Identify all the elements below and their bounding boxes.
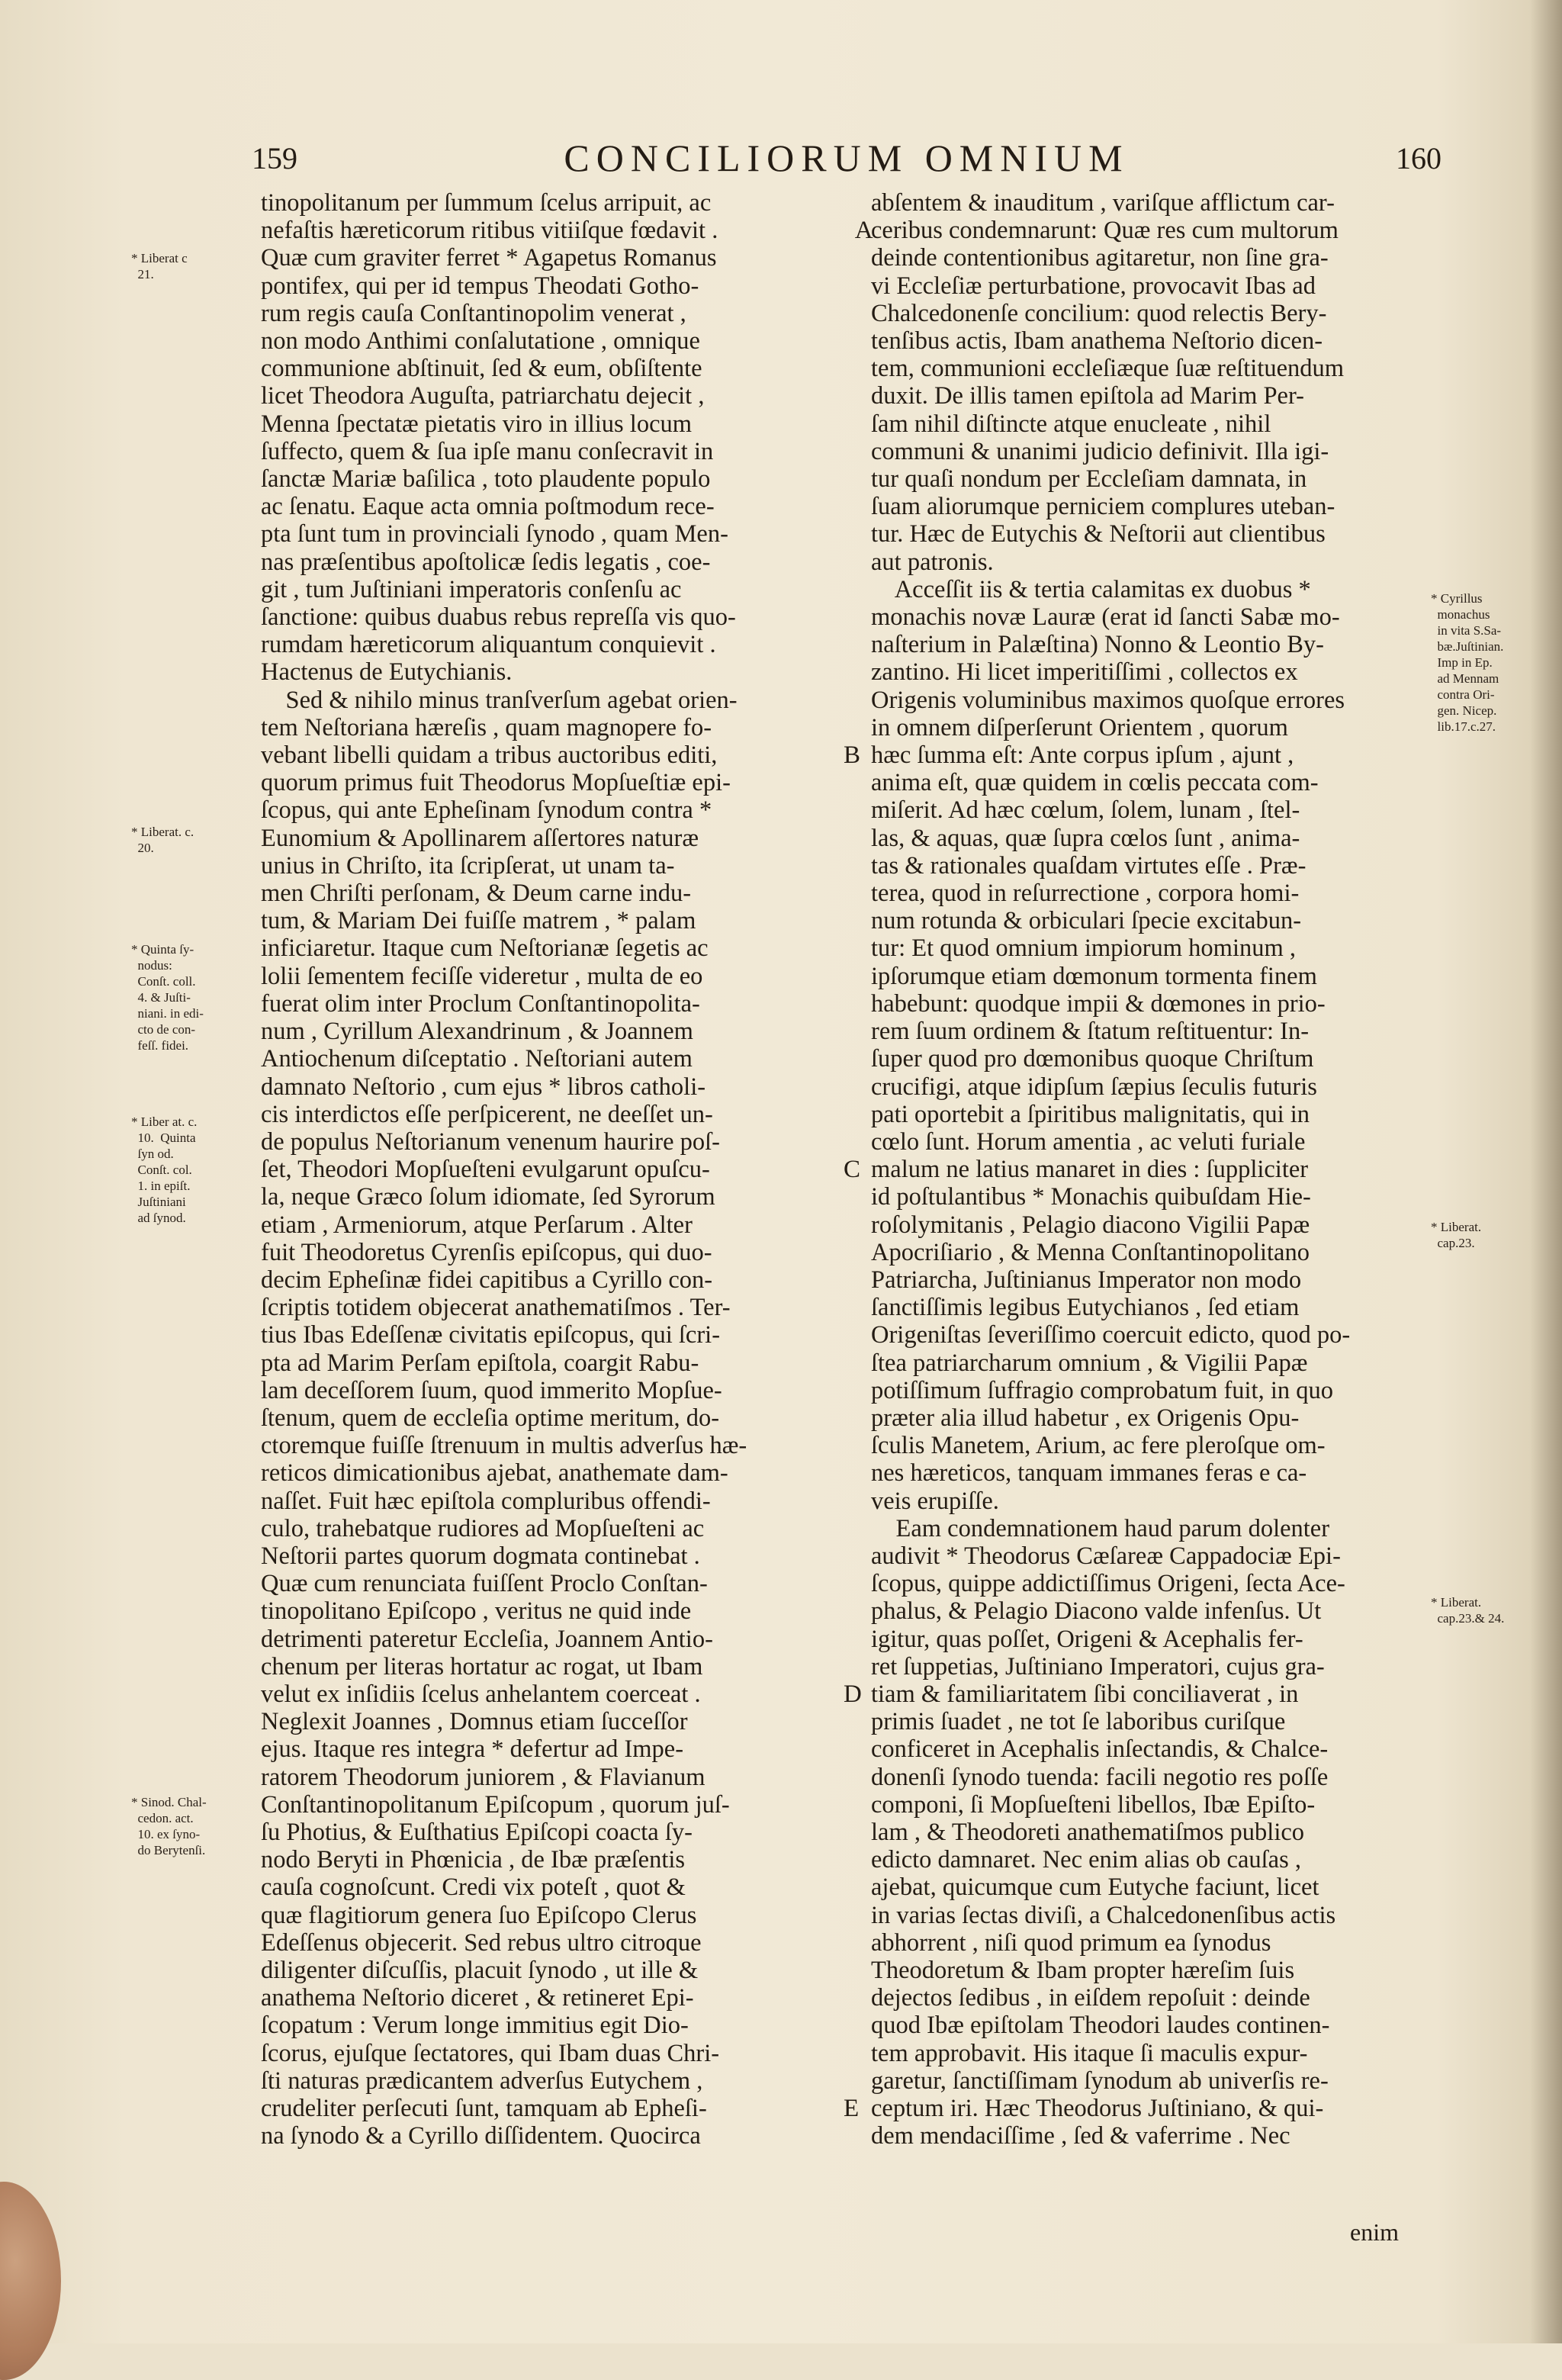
margin-note-right-2: * Liberat. cap.23.	[1431, 1220, 1482, 1250]
section-letter-d: D	[844, 1680, 862, 1708]
margin-note-left-1: * Liberat c 21.	[131, 251, 188, 281]
margin-note-left-2: * Liberat. c. 20.	[131, 825, 194, 855]
catchword: enim	[1350, 2218, 1399, 2246]
margin-note-right-3: * Liberat. cap.23.& 24.	[1431, 1595, 1505, 1626]
left-column-text: tinopolitanum per ſummum ſcelus arripuit, ac nefaſtis hæreticorum ritibus vitiiſque fœdavit . Quæ cum graviter ferret * Agapetus Romanus pontifex, qui per id tempus Theodati Gotho- rum regis cauſa Conſtantinopolim venerat , non modo Anthimi conſalutatione , omnique communione abſtinuit, ſed & eum, obſiſtente licet Theodora Auguſta, patriarchatu dejecit , Menna ſpectatæ pietatis viro in illius locum ſuffecto, quem & ſua ipſe manu conſecravit in ſanctæ Mariæ baſilica , toto plaudente populo ac ſenatu. Eaque acta omnia poſtmodum rece- pta ſunt tum in provinciali ſynodo , quam Men- nas præſentibus apoſtolicæ ſedis legatis , coe- git , tum Juſtiniani imperatoris conſenſu ac ſanctione: quibus duabus rebus repreſſa vis quo- rumdam hæreticorum aliquantum conquievit . Hactenus de Eutychianis. Sed & nihilo minus tranſverſum agebat orien- tem Neſtoriana hæreſis , quam magnopere fo- vebant libelli quidam a tribus auctoribus editi, quorum primus fuit Theodorus Mopſueſtiæ epi- ſcopus, qui ante Epheſinam ſynodum contra * Eunomium & Apollinarem aſſertores naturæ unius in Chriſto, ita ſcripſerat, ut unam ta- men Chriſti perſonam, & Deum carne indu- tum, & Mariam Dei fuiſſe matrem , * palam inficiaretur. Itaque cum Neſtorianæ ſegetis ac lolii ſementem feciſſe videretur , multa de eo fuerat olim inter Proclum Conſtantinopolita- num , Cyrillum Alexandrinum , & Joannem Antiochenum diſceptatio . Neſtoriani autem damnato Neſtorio , cum ejus * libros catholi- cis interdictos eſſe perſpicerent, ne deeſſet un- de populus Neſtorianum venenum haurire poſ- ſet, Theodori Mopſueſteni evulgarunt opuſcu- la, neque Græco ſolum idiomate, ſed Syrorum etiam , Armeniorum, atque Perſarum . Alter fuit Theodoretus Cyrenſis epiſcopus, qui duo- decim Epheſinæ fidei capitibus a Cyrillo con- ſcriptis totidem objecerat anathematiſmos . Ter- tius Ibas Edeſſenæ civitatis epiſcopus, qui ſcri- pta ad Marim Perſam epiſtola, coargit Rabu- lam deceſſorem ſuum, quod immerito Mopſue- ſtenum, quem de eccleſia optime meritum, do- ctoremque fuiſſe ſtrenuum in multis adverſus hæ- reticos dimicationibus ajebat, anathemate dam- naſſet. Fuit hæc epiſtola compluribus offendi- culo, trahebatque rudiores ad Mopſueſteni ac Neſtorii partes quorum dogmata continebat . Quæ cum renunciata fuiſſent Proclo Conſtan- tinopolitano Epiſcopo , veritus ne quid inde detrimenti pateretur Eccleſia, Joannem Antio- chenum per literas hortatur ac rogat, ut Ibam velut ex inſidiis ſcelus anhelantem coerceat . Neglexit Joannes , Domnus etiam ſucceſſor ejus. Itaque res integra * defertur ad Impe- ratorem Theodorum juniorem , & Flavianum Conſtantinopolitanum Epiſcopum , quorum juſ- ſu Photius, & Euſthatius Epiſcopi coacta ſy- nodo Beryti in Phœnicia , de Ibæ præſentis cauſa cognoſcunt. Credi vix poteſt , quot & quæ flagitiorum genera ſuo Epiſcopo Clerus Edeſſenus objecerit. Sed rebus ultro citroque diligenter diſcuſſis, placuit ſynodo , ut ille & anathema Neſtorio diceret , & retineret Epi- ſcopatum : Verum longe immitius egit Dio- ſcorus, ejuſque ſectatores, qui Ibam duas Chri- ſti naturas prædicantem adverſus Eutychem , crudeliter perſecuti ſunt, tamquam ab Epheſi- na ſynodo & a Cyrillo diſſidentem. Quocirca	[261, 189, 747, 2150]
section-letter-b: B	[844, 741, 861, 770]
page-number-left: 159	[252, 141, 297, 175]
section-letter-a: A	[854, 217, 873, 245]
page-header	[252, 136, 1441, 182]
section-letter-e: E	[844, 2095, 860, 2123]
page-number-right: 160	[1396, 141, 1441, 175]
margin-note-left-4: * Liber at. c. 10. Quinta ſyn od. Conſt. col. 1. in epiſt. Juſtiniani ad ſynod.	[131, 1114, 198, 1225]
section-letters	[844, 189, 871, 2122]
right-column-text: abſentem & inauditum , variſque afflictum car- ceribus condemnarunt: Quæ res cum multorum deinde contentionibus agitaretur, non ſine gra- vi Eccleſiæ perturbatione, provocavit Ibas ad Chalcedonenſe concilium: quod relectis Bery- tenſibus actis, Ibam anathema Neſtorio dicen- tem, communioni eccleſiæque ſuæ reſtituendum duxit. De illis tamen epiſtola ad Marim Per- ſam nihil diſtincte atque enucleate , nihil communi & unanimi judicio definivit. Illa igi- tur quaſi nondum per Eccleſiam damnata, in ſuam aliorumque perniciem complures uteban- tur. Hæc de Eutychis & Neſtorii aut clientibus aut patronis. Acceſſit iis & tertia calamitas ex duobus * monachis novæ Lauræ (erat id ſancti Sabæ mo- naſterium in Palæſtina) Nonno & Leontio By- zantino. Hi licet imperitiſſimi , collectos ex Origenis voluminibus maximos quoſque errores in omnem diſperſerunt Orientem , quorum hæc ſumma eſt: Ante corpus ipſum , ajunt , anima eſt, quæ quidem in cœlis peccata com- miſerit. Ad hæc cœlum, ſolem, lunam , ſtel- las, & aquas, quæ ſupra cœlos ſunt , anima- tas & rationales quaſdam virtutes eſſe . Præ- terea, quod in reſurrectione , corpora homi- num rotunda & orbiculari ſpecie excitabun- tur: Et quod omnium impiorum hominum , ipſorumque etiam dœmonum tormenta finem habebunt: quodque impii & dœmones in prio- rem ſuum ordinem & ſtatum reſtituentur: In- ſuper quod pro dœmonibus quoque Chriſtum crucifigi, atque idipſum ſæpius ſeculis futuris pati oportebit a ſpiritibus malignitatis, qui in cœlo ſunt. Horum amentia , ac veluti furiale malum ne latius manaret in dies : ſuppliciter id poſtulantibus * Monachis quibuſdam Hie- roſolymitanis , Pelagio diacono Vigilii Papæ Apocriſiario , & Menna Conſtantinopolitano Patriarcha, Juſtinianus Imperator non modo ſanctiſſimis legibus Eutychianos , ſed etiam Origeniſtas ſeveriſſimo coercuit edicto, quod po- ſtea patriarcharum omnium , & Vigilii Papæ potiſſimum ſuffragio comprobatum fuit, in quo præter alia illud habetur , ex Origenis Opu- ſculis Manetem, Arium, ac fere pleroſque om- nes hæreticos, tanquam immanes feras e ca- veis erupiſſe. Eam condemnationem haud parum dolenter audivit * Theodorus Cæſareæ Cappadociæ Epi- ſcopus, quippe addictiſſimus Origeni, ſecta Ace- phalus, & Pelagio Diacono valde infenſus. Ut igitur, quas poſſet, Origeni & Acephalis fer- ret ſuppetias, Juſtiniano Imperatori, cujus gra- tiam & familiaritatem ſibi conciliaverat , in primis ſuadet , ne tot ſe laboribus curiſque conficeret in Acephalis inſectandis, & Chalce- donenſi ſynodo tuenda: facili negotio res poſſe componi, ſi Mopſueſteni libellos, Ibæ Epiſto- lam , & Theodoreti anathematiſmos publico edicto damnaret. Nec enim alias ob cauſas , ajebat, quicumque cum Eutyche faciunt, licet in varias ſectas diviſi, a Chalcedonenſibus actis abhorrent , niſi quod primum ea ſynodus Theodoretum & Ibam propter hæreſim ſuis dejectos ſedibus , in eiſdem repoſuit : deinde quod Ibæ epiſtolam Theodori laudes continen- tem approbavit. His itaque ſi maculis expur- garetur, ſanctiſſimam ſynodum ab univerſis re- ceptum iri. Hæc Theodorus Juſtiniano, & qui- dem mendaciſſime , ſed & vaferrime . Nec	[871, 189, 1351, 2150]
running-title: CONCILIORUM OMNIUM	[564, 137, 1130, 179]
margin-note-left-3: * Quinta ſy- nodus: Conſt. coll. 4. & Juſti- niani. in edi- cto de con- feſſ. fidei.	[131, 942, 204, 1053]
margin-note-right-1: * Cyrillus monachus in vita S.Sa- bæ.Juſtinian. Imp in Ep. ad Mennam contra Ori- gen. Nicep. lib.17.c.27.	[1431, 591, 1504, 734]
section-letter-c: C	[844, 1156, 861, 1184]
margin-note-left-5: * Sinod. Chal- cedon. act. 10. ex ſyno- do Berytenſi.	[131, 1795, 207, 1857]
binding-shadow	[1530, 0, 1562, 2343]
